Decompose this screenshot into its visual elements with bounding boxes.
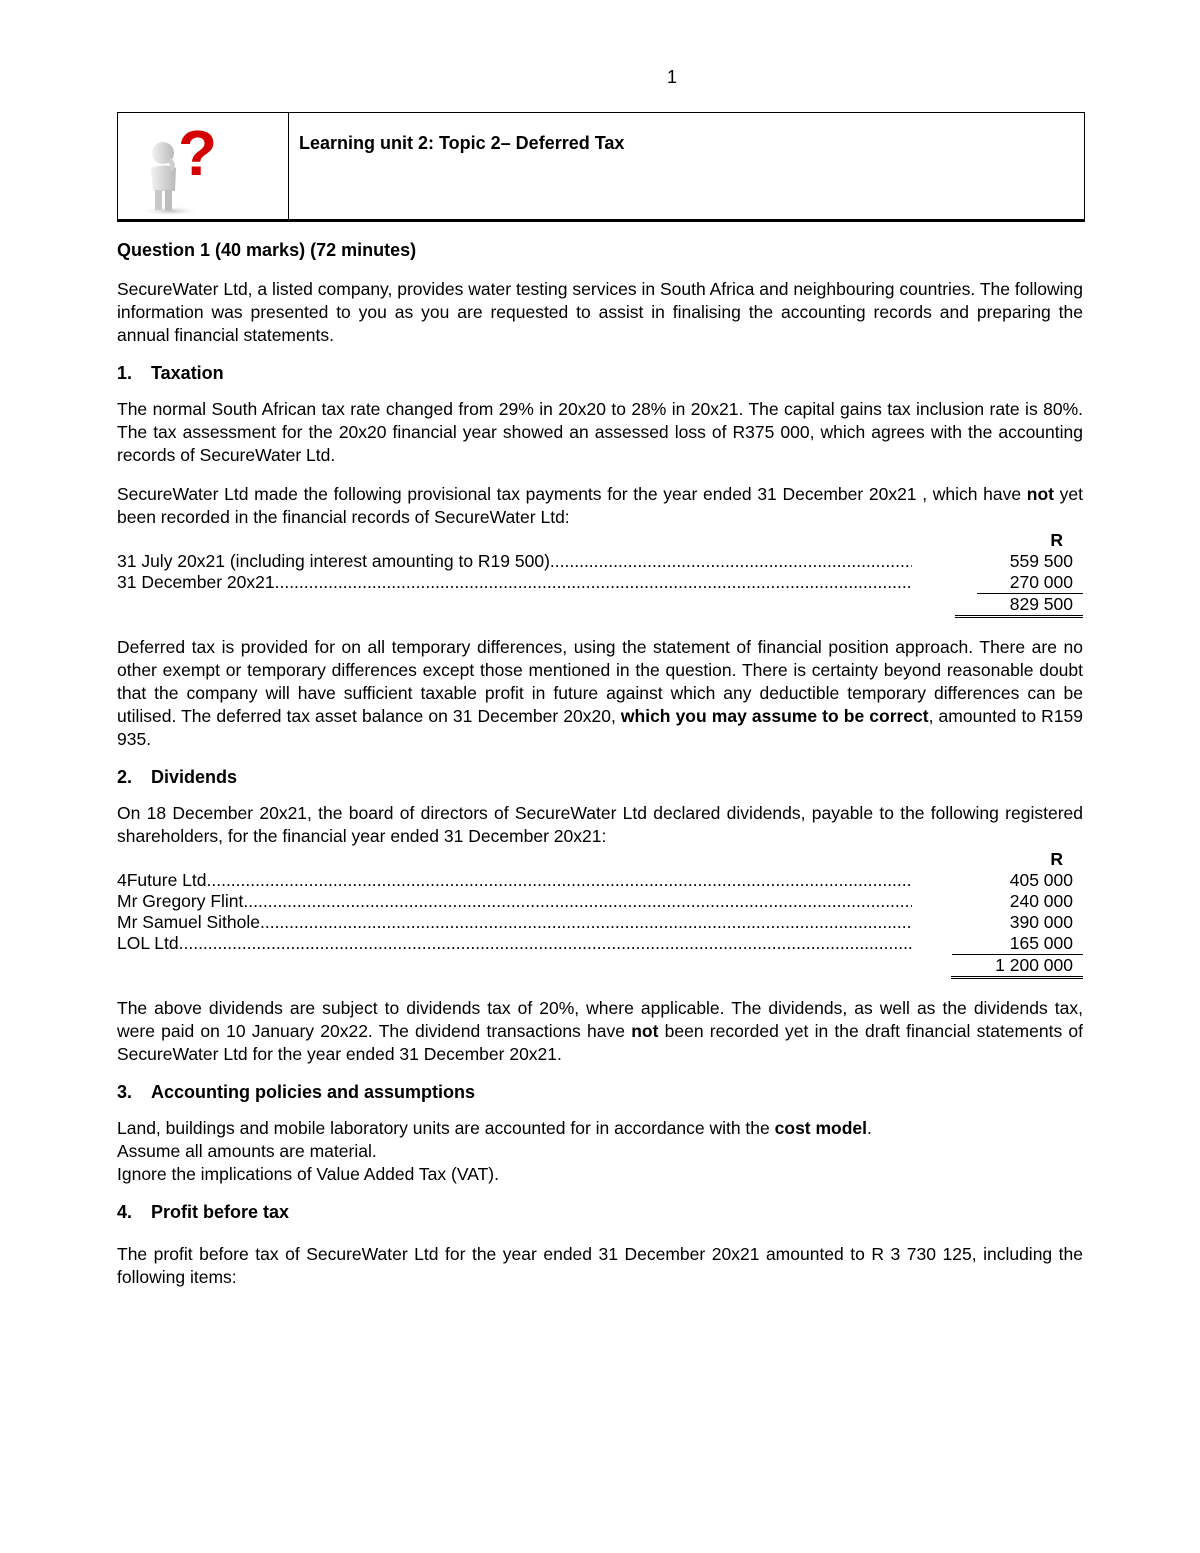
question-figure-icon	[118, 113, 286, 219]
section-title: Profit before tax	[151, 1202, 290, 1222]
table-row	[117, 933, 1083, 955]
row-label: 31 July 20x21 (including interest amounting to R19 500) .....	[117, 551, 912, 572]
text-run: yet been recorded in the financial records of SecureWater Ltd:	[117, 484, 1083, 527]
total-row	[117, 955, 1083, 979]
policies-line-2: Assume all amounts are material.	[117, 1141, 377, 1161]
table-row	[117, 870, 1083, 891]
document-body	[117, 240, 1083, 1289]
row-label: Mr Samuel Sithole .....	[117, 912, 912, 933]
row-label: 4Future Ltd .....	[117, 870, 912, 891]
bold-text-run: not	[1026, 484, 1054, 504]
text-run: Land, buildings and mobile laboratory units are accounted for in accordance with the	[117, 1118, 775, 1138]
taxation-paragraph-2	[117, 483, 1083, 529]
row-amount: 405 000	[1009, 870, 1073, 890]
section-number: 4.	[117, 1202, 133, 1222]
bold-text-run: cost model	[774, 1118, 868, 1138]
text-run: Deferred tax is provided for on all temporary differences, using the statement of financial position approach. There are no other exempt or temporary differences except those mentioned in the question. There is certainty beyond reasonable doubt that the company will have sufficient taxable profit in future against which any deductible temporary differences can be utilised. The deferred tax asset balance on 31 December 20x20,	[117, 637, 1083, 726]
row-amount: 559 500	[1009, 551, 1073, 571]
topic-header-box	[117, 112, 1085, 222]
bold-text-run: not	[631, 1021, 659, 1041]
question-title: Question 1 (40 marks) (72 minutes)	[117, 240, 417, 260]
bold-text-run: which you may assume to be correct	[620, 706, 929, 726]
taxation-paragraph-1: The normal South African tax rate changed from 29% in 20x20 to 28% in 20x21. The capital gains tax inclusion rate is 80%. The tax assessment for the 20x20 financial year showed an assessed loss of R375 000, which agrees with the accounting records of SecureWater Ltd.	[117, 399, 1083, 465]
section-number: 2.	[117, 767, 133, 787]
text-run: The above dividends are subject to dividends tax of 20%, where applicable. The dividends, as well as the dividends tax, were paid on 10 January 20x22. The dividend transactions have	[117, 998, 1083, 1041]
dividends-table	[117, 848, 1083, 979]
policies-line-1	[117, 1117, 1083, 1140]
section-profit-heading	[117, 1202, 1083, 1223]
row-amount: 240 000	[1009, 891, 1073, 911]
currency-header: R	[1050, 530, 1063, 550]
table-row	[117, 912, 1083, 933]
total-amount: 1 200 000	[951, 955, 1083, 979]
policies-line-3: Ignore the implications of Value Added Tax (VAT).	[117, 1164, 499, 1184]
row-amount: 270 000	[977, 572, 1083, 594]
text-run: SecureWater Ltd made the following provisional tax payments for the year ended 31 December 20x21 , which have	[117, 484, 1027, 504]
section-title: Accounting policies and assumptions	[151, 1082, 476, 1102]
section-taxation-heading	[117, 363, 1083, 384]
text-run: been recorded yet in the draft financial statements of SecureWater Ltd for the year ended 31 December 20x21.	[117, 1021, 1084, 1064]
section-title: Taxation	[151, 363, 224, 383]
section-dividends-heading	[117, 767, 1083, 788]
provisional-tax-table	[117, 529, 1083, 618]
header-icon-cell	[118, 113, 289, 219]
section-number: 3.	[117, 1082, 133, 1102]
table-row	[117, 551, 1083, 572]
topic-title: Learning unit 2: Topic 2– Deferred Tax	[299, 133, 625, 153]
svg-text:?: ?	[178, 117, 218, 189]
table-row	[117, 891, 1083, 912]
section-title: Dividends	[151, 767, 238, 787]
section-number: 1.	[117, 363, 133, 383]
row-amount: 165 000	[952, 933, 1083, 955]
text-run: .	[867, 1118, 872, 1138]
table-row	[117, 572, 1083, 594]
dividends-paragraph-2	[117, 997, 1083, 1066]
total-amount: 829 500	[955, 594, 1083, 618]
intro-paragraph: SecureWater Ltd, a listed company, provides water testing services in South Africa and neighbouring countries. The following information was presented to you as you are requested to assist in finalising the accounting records and preparing the annual financial statements.	[117, 279, 1083, 345]
total-row	[117, 594, 1083, 618]
dividends-paragraph-1: On 18 December 20x21, the board of directors of SecureWater Ltd declared dividends, payable to the following registered shareholders, for the financial year ended 31 December 20x21:	[117, 803, 1083, 846]
section-policies-heading	[117, 1082, 1083, 1103]
row-label: Mr Gregory Flint .....	[117, 891, 912, 912]
profit-paragraph-1: The profit before tax of SecureWater Ltd for the year ended 31 December 20x21 amounted to R 3 730 125, including the following items:	[117, 1244, 1083, 1287]
taxation-paragraph-3	[117, 636, 1083, 751]
text-run: , amounted to R159 935.	[117, 706, 1083, 749]
row-label: 31 December 20x21 .....	[117, 572, 912, 594]
row-amount: 390 000	[1009, 912, 1073, 932]
row-label: LOL Ltd .....	[117, 933, 912, 955]
page-number: 1	[666, 67, 677, 87]
currency-header: R	[1050, 849, 1063, 869]
